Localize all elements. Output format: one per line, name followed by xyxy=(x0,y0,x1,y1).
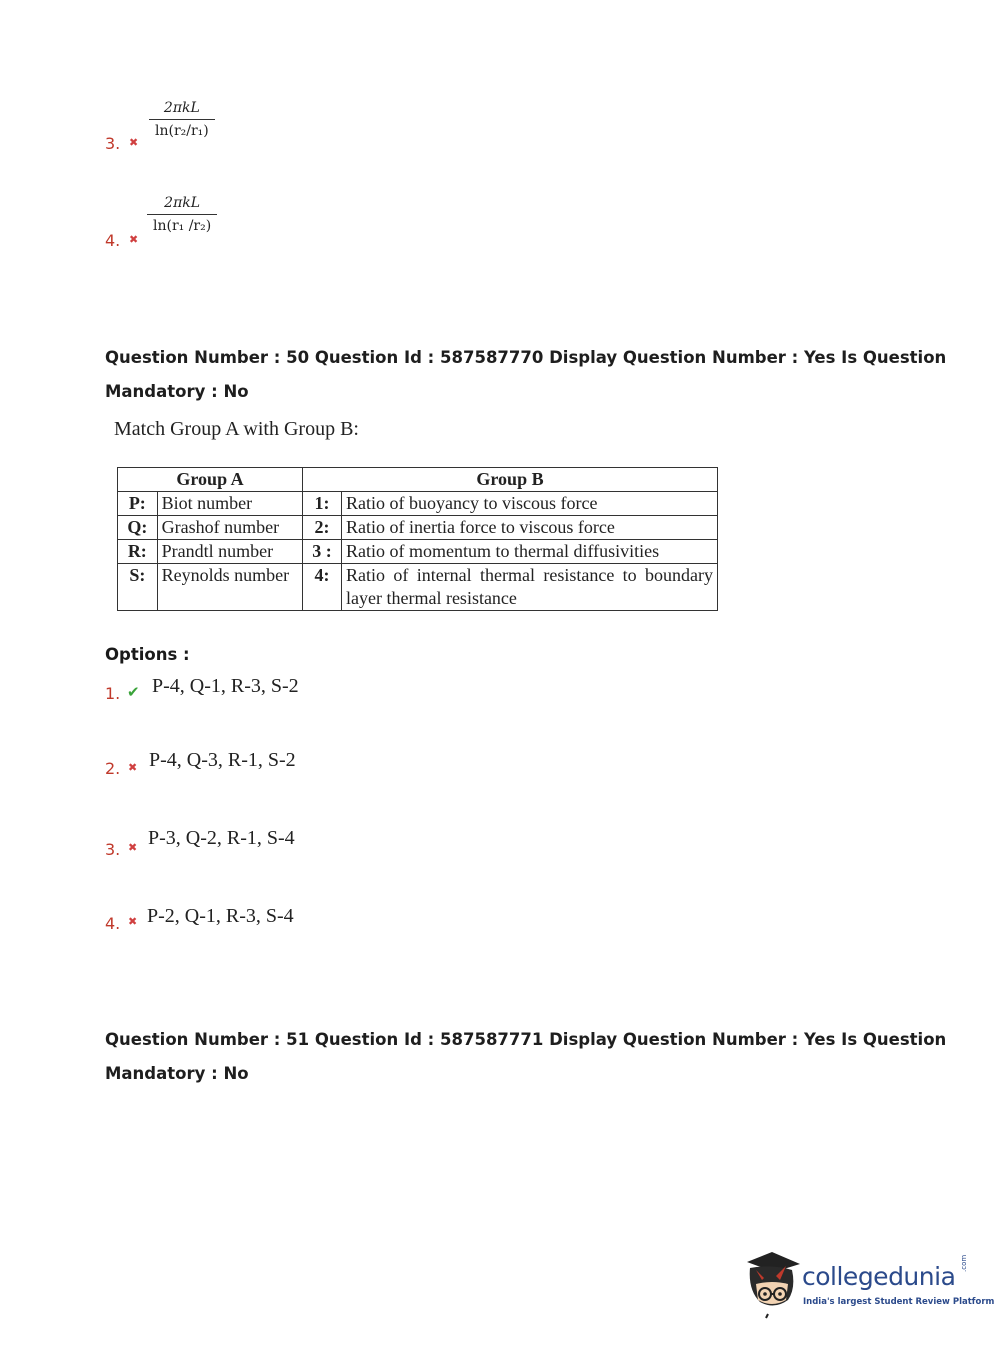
option-4 xyxy=(105,905,405,935)
question-51-header-line1: Question Number : 51 Question Id : 587587771 Display Question Number : Yes Is Question xyxy=(105,1030,947,1049)
options-label: Options : xyxy=(105,645,190,664)
option-number: 1. xyxy=(105,684,121,703)
mascot-icon xyxy=(742,1250,802,1320)
option-text: P-3, Q-2, R-1, S-4 xyxy=(148,827,295,849)
cross-icon: ✖ xyxy=(128,841,138,854)
group-b-label: 4: xyxy=(303,564,342,611)
group-b-label: 3 : xyxy=(303,540,342,564)
group-b-item: Ratio of momentum to thermal diffusivities xyxy=(346,541,660,561)
prev-option-3 xyxy=(105,100,305,160)
option-number: 4. xyxy=(105,914,121,933)
cross-icon: ✖ xyxy=(129,136,139,149)
option-3 xyxy=(105,827,405,857)
table-header-row xyxy=(118,468,718,492)
option-number: 3. xyxy=(105,134,121,153)
option-number: 2. xyxy=(105,759,121,778)
brand-tagline: India's largest Student Review Platform xyxy=(803,1297,995,1307)
question-51-header-line2: Mandatory : No xyxy=(105,1064,249,1083)
table-row xyxy=(118,564,718,611)
question-50-header-line1: Question Number : 50 Question Id : 587587770 Display Question Number : Yes Is Question xyxy=(105,348,947,367)
cross-icon: ✖ xyxy=(129,233,139,246)
group-a-label: Q: xyxy=(118,516,158,540)
option-1 xyxy=(105,675,405,705)
prev-option-4 xyxy=(105,195,305,255)
group-b-label: 1: xyxy=(303,492,342,516)
brand-suffix: .com xyxy=(960,1254,968,1272)
numerator: 2πkL xyxy=(164,195,201,211)
table-row xyxy=(118,492,718,516)
group-a-label: R: xyxy=(118,540,158,564)
question-prompt: Match Group A with Group B: xyxy=(114,418,359,440)
fraction xyxy=(149,100,215,139)
group-b-header: Group B xyxy=(303,468,718,492)
group-a-item: Prandtl number xyxy=(157,540,302,564)
option-text: P-4, Q-1, R-3, S-2 xyxy=(152,675,299,697)
group-b-item: Ratio of inertia force to viscous force xyxy=(346,517,615,537)
brand-name: collegedunia xyxy=(802,1262,956,1291)
group-a-item: Biot number xyxy=(157,492,302,516)
group-a-label: P: xyxy=(118,492,158,516)
group-b-label: 2: xyxy=(303,516,342,540)
option-number: 4. xyxy=(105,231,121,250)
collegedunia-logo xyxy=(742,1250,995,1320)
option-text: P-4, Q-3, R-1, S-2 xyxy=(149,749,296,771)
denominator: ln(r₂/r₁) xyxy=(149,119,215,139)
table-row xyxy=(118,540,718,564)
check-icon: ✔ xyxy=(127,683,140,701)
cross-icon: ✖ xyxy=(128,761,138,774)
option-number: 3. xyxy=(105,840,121,859)
numerator: 2πkL xyxy=(163,100,200,116)
group-a-item: Grashof number xyxy=(157,516,302,540)
group-b-item: Ratio of internal thermal resistance to boundary layer thermal resistance xyxy=(346,565,713,608)
group-a-item: Reynolds number xyxy=(157,564,302,611)
denominator: ln(r₁ /r₂) xyxy=(147,214,217,234)
option-text: P-2, Q-1, R-3, S-4 xyxy=(147,905,294,927)
fraction xyxy=(147,195,217,234)
match-table xyxy=(117,467,718,611)
group-a-header: Group A xyxy=(118,468,303,492)
cross-icon: ✖ xyxy=(128,915,138,928)
table-row xyxy=(118,516,718,540)
question-50-header-line2: Mandatory : No xyxy=(105,382,249,401)
option-2 xyxy=(105,749,405,779)
group-b-item: Ratio of buoyancy to viscous force xyxy=(346,493,598,513)
group-a-label: S: xyxy=(118,564,158,611)
